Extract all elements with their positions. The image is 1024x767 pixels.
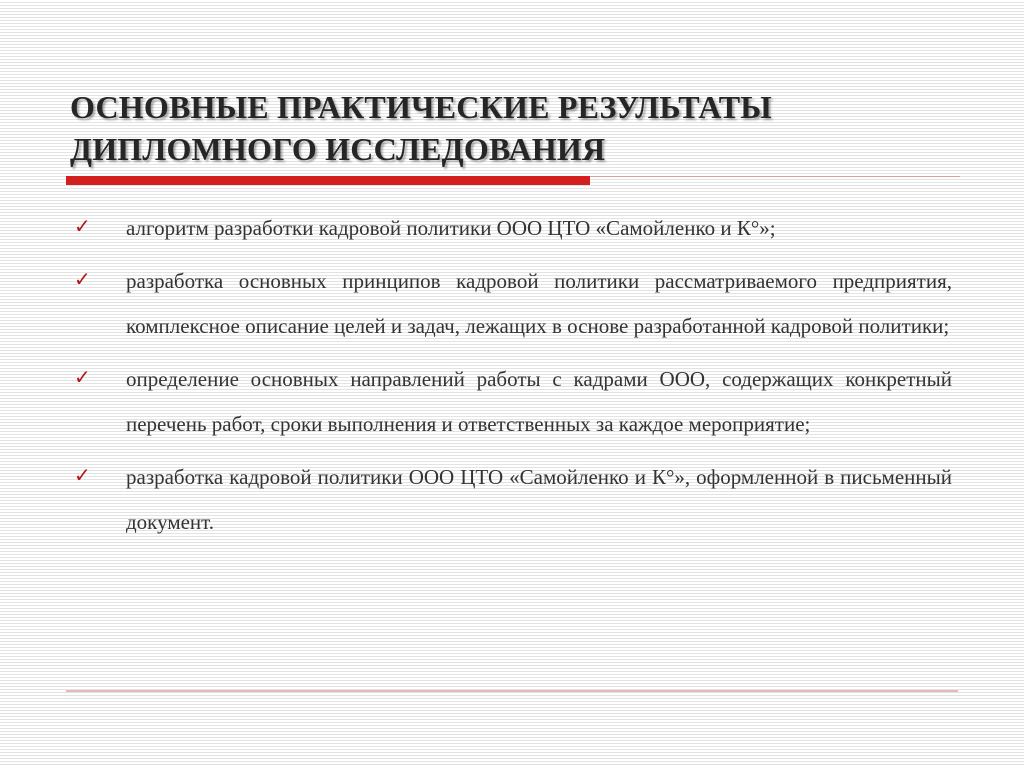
bullet-item — [74, 455, 952, 545]
bullet-text: алгоритм разработки кадровой политики ООО ЦТО «Самойленко и К°»; — [126, 216, 776, 240]
bullet-list — [74, 206, 952, 553]
check-icon: ✓ — [74, 214, 91, 238]
bullet-item — [74, 357, 952, 447]
bullet-text: разработка кадровой политики ООО ЦТО «Самойленко и К°», оформленной в письменный документ. — [126, 465, 952, 534]
bullet-text: определение основных направлений работы с кадрами ООО, содержащих конкретный перечень работ, сроки выполнения и ответственных за каждое мероприятие; — [126, 367, 952, 436]
footer-divider — [66, 690, 958, 692]
check-icon: ✓ — [74, 365, 91, 389]
bullet-text: разработка основных принципов кадровой политики рассматриваемого предприятия, комплексное описание целей и задач, лежащих в основе разработанной кадровой политики; — [126, 269, 952, 338]
bullet-item — [74, 259, 952, 349]
slide-title: ОСНОВНЫЕ ПРАКТИЧЕСКИЕ РЕЗУЛЬТАТЫ ДИПЛОМНОГО ИССЛЕДОВАНИЯ — [70, 89, 772, 167]
check-icon: ✓ — [74, 463, 91, 487]
check-icon: ✓ — [74, 267, 91, 291]
bullet-item — [74, 206, 952, 251]
title-divider-accent — [66, 176, 590, 185]
